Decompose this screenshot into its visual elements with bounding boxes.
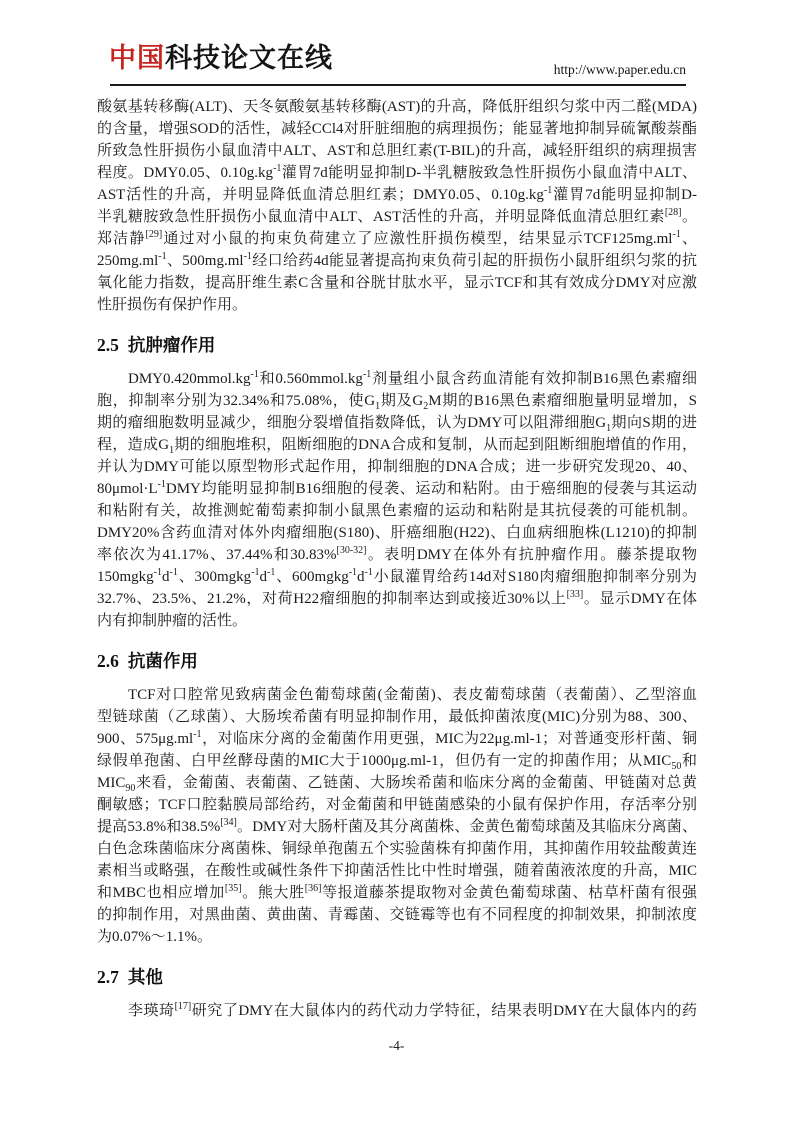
section-number: 2.7 [97, 967, 119, 987]
text-line: 所致急性肝损伤小鼠血清中ALT、AST和总胆红素(T-BIL)的升高，减轻肝组织的病理损害 [97, 143, 697, 159]
text-line: $DMY0.420mmol.kg^{-1}$和$0.560mmol.kg^{-1}$剂量组小鼠含药血清能有效抑制B16黑色素瘤细 [128, 369, 697, 387]
text-line: 程，造成$G_1$期的细胞堆积，阻断细胞的DNA合成和复制，从而起到阻断细胞增值的作用， [97, 437, 697, 456]
text-line: 率依次为41.17%、37.44%和30.83%[30-32]。表明DMY在体外有抗肿瘤作用。藤茶提取物 [97, 545, 697, 563]
paragraph [97, 1000, 697, 1022]
text-line: 的含量，增强SOD的活性，减轻CCl4对肝脏细胞的病理损伤；能显著地抑制异硫氰酸萘酯 [97, 121, 697, 137]
text-line: 内有抑制肿瘤的活性。 [97, 613, 248, 629]
text-line: 性肝损伤有保护作用。 [97, 297, 248, 313]
text-line: DMY20%含药血清对体外肉瘤细胞(S180)、肝癌细胞(H22)、白血病细胞株(L1210)的抑制 [97, 525, 697, 541]
section-heading [97, 965, 697, 989]
section-number: 2.6 [97, 651, 119, 671]
text-line: $250mg.ml^{-1}$、$500mg.ml^{-1}$经口给药4d能显著提高拘束负荷引起的肝损伤小鼠肝组织匀浆的抗 [97, 251, 697, 269]
text-line: 和MBC也相应增加[35]。熊大胜[36]等报道藤茶提取物对金黄色葡萄球菌、枯草杆菌有很强 [97, 883, 697, 901]
text-line: 氧化能力指数，提高肝维生素C含量和谷胱甘肽水平，显示TCF和其有效成分DMY对应激 [97, 275, 697, 291]
paragraph [97, 684, 697, 948]
text-line: 期的瘤细胞数明显减少，细胞分裂增值指数降低，认为DMY可以阻滞细胞$G_1$期向S期的进 [97, 415, 697, 434]
text-line: 白色念珠菌临床分离菌株、铜绿单孢菌五个实验菌株有抑菌作用，其抑菌作用较盐酸黄连 [97, 841, 697, 857]
header-rule [110, 84, 686, 86]
text-line: 和粘附有关，故推测蛇葡萄素抑制小鼠黑色素瘤的运动和粘附是其抗侵袭的可能机制。 [97, 503, 697, 519]
text-line: 并认为DMY可能以原型物形式起作用，抑制细胞的DNA合成；进一步研究发现20、40、 [97, 459, 697, 475]
logo-text-black: 科技论文在线 [165, 43, 333, 73]
text-line: $80\mu mol\cdot L^{-1}DMY$均能明显抑制B16细胞的侵袭、运动和粘附。由于癌细胞的侵袭与其运动 [97, 479, 697, 497]
text-line: 型链球菌（乙球菌）、大肠埃希菌有明显抑制作用，最低抑菌浓度(MIC)分别为88、300、 [97, 709, 697, 725]
site-logo [109, 42, 333, 74]
text-line: 李瑛琦[17]研究了DMY在大鼠体内的药代动力学特征，结果表明DMY在大鼠体内的药 [128, 1001, 697, 1019]
page-number: -4- [388, 1038, 405, 1053]
paragraph [97, 368, 697, 632]
text-line: TCF对口腔常见致病菌金色葡萄球菌(金葡菌)、表皮葡萄球菌（表葡菌）、乙型溶血 [128, 687, 697, 703]
text-line: 绿假单孢菌、白甲丝酵母菌的MIC大于1000μg.ml-1，但仍有一定的抑菌作用；从$MIC_{50}$和 [97, 753, 697, 772]
text-line: 提高53.8%和38.5%[34]。DMY对大肠杆菌及其分离菌株、金黄色葡萄球菌及其临床分离菌、 [97, 817, 697, 835]
paragraph [97, 96, 697, 316]
text-line: 酸氨基转移酶(ALT)、天冬氨酸氨基转移酶(AST)的升高，降低肝组织匀浆中丙二醛(MDA) [97, 99, 697, 115]
text-line: 素相当或略强，在酸性或碱性条件下抑菌活性比中性时增强，随着菌液浓度的升高，MIC [97, 863, 697, 879]
section-heading [97, 649, 697, 673]
page-footer [0, 1038, 793, 1054]
text-line: 半乳糖胺致急性肝损伤小鼠血清中ALT、AST活性的升高，并明显降低血清总胆红素[28]。 [97, 207, 697, 225]
text-line: 为0.07%～1.1%。 [97, 929, 212, 945]
text-line: 郑洁静[29]通过对小鼠的拘束负荷建立了应激性肝损伤模型，结果显示$TCF125mg.ml^{-1}$、 [97, 229, 697, 247]
site-url-link[interactable]: http://www.paper.edu.cn [553, 62, 686, 77]
text-line: 900、$575\mu g.ml^{-1}$，对临床分离的金葡菌作用更强，MIC为22μg.ml-1；对普通变形杆菌、铜 [97, 729, 697, 747]
text-line: AST活性的升高，并明显降低血清总胆红素；DMY0.05、$0.10g.kg^{-1}$灌胃7d能明显抑制D- [97, 185, 697, 203]
text-line: 酮敏感；TCF口腔黏膜局部给药，对金葡菌和甲链菌感染的小鼠有保护作用，存活率分别 [97, 797, 697, 813]
document-body [97, 96, 697, 1022]
text-line: 的抑制作用，对黑曲菌、黄曲菌、青霉菌、交链霉等也有不同程度的抑制效果，抑制浓度 [97, 907, 697, 923]
section-title: 抗肿瘤作用 [127, 335, 216, 355]
section-title: 其他 [127, 967, 163, 987]
text-line: $150mgkg^{-1}d^{-1}$、$300mgkg^{-1}d^{-1}$、$600mgkg^{-1}d^{-1}$小鼠灌胃给药14d对S180肉瘤细胞抑制率分别为 [97, 567, 697, 585]
logo-text-red: 中国 [109, 43, 165, 73]
text-line: $MIC_{90}$来看，金葡菌、表葡菌、乙链菌、大肠埃希菌和临床分离的金葡菌、甲链菌对总黄 [97, 775, 697, 794]
text-line: 胞，抑制率分别为32.34%和75.08%，使$G_1$期及$G_2M$期的B16黑色素瘤细胞量明显增加，S [97, 393, 697, 412]
section-heading [97, 333, 697, 357]
section-number: 2.5 [97, 335, 119, 355]
text-line: 程度。DMY0.05、$0.10g.kg^{-1}$灌胃7d能明显抑制D-半乳糖胺致急性肝损伤小鼠血清中ALT、 [97, 163, 697, 181]
section-title: 抗菌作用 [127, 651, 198, 671]
text-line: 32.7%、23.5%、21.2%，对荷H22瘤细胞的抑制率达到或接近30%以上[33]。显示DMY在体 [97, 589, 697, 607]
